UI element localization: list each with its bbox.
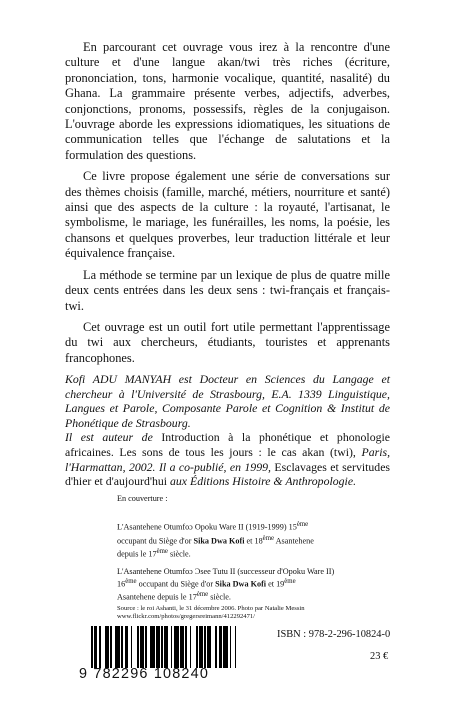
cover-caption: L'Asantehene Otumfoɔ Opoku Ware II (1919-1999) 15ème occupant du Siège d'or Sika Dwa Kofi et 18ème Asantehene depuis le 17ème siècle. — [117, 521, 314, 559]
barcode-bars — [91, 626, 261, 668]
barcode-number: 9 782296 108240 — [79, 666, 210, 682]
barcode-bar — [236, 626, 238, 668]
paragraph: Cet ouvrage est un outil fort utile permettant l'apprentissage du twi aux chercheurs, étudiants, touristes et apprenants francophones. — [65, 319, 390, 365]
photo-source: Source : le roi Ashanti, le 31 décembre 2006. Photo par Natalie Messin www.flickr.com/photos/gregersreimann/412292471/ — [117, 604, 305, 620]
paragraph: En parcourant cet ouvrage vous irez à la rencontre d'une culture et d'une langue akan/twi très riches (écriture, prononciation, tons, harmonie vocalique, quantité, nasalité) du Ghana. La grammaire présente verbes, adjectifs, adverbes, conjonctions, pronoms, possessifs, règles de la conjugaison. L'ouvrage aborde les expressions idiomatiques, les situations de communication telles que l'échange de salutations et la formulation des questions. — [65, 40, 390, 162]
work-title: Les sons de tous les jours : le cas akan (twi), — [119, 444, 356, 459]
coauthored-lead: Il a co-publié, en 1999, — [158, 459, 271, 474]
author-bio-text: Kofi ADU MANYAH est Docteur en Sciences du Langage et chercheur à l'Université de Strasbourg, E.A. 1339 Linguistique, Langues et Parole, Composante Parole et Cognition & Institut de Phonétique de Strasbourg. — [65, 372, 390, 430]
paragraph: Ce livre propose également une série de conversations sur des thèmes choisis (famille, marché, métiers, nourriture et santé) ainsi que des aspects de la culture : la royauté, l'artisanat, le symbolisme, le mariage, les funérailles, les noms, la poésie, les chansons et quelques proverbes, leur traduction littérale et leur équivalence française. — [65, 169, 390, 261]
price: 23 € — [370, 651, 389, 662]
cover-credits — [117, 494, 335, 628]
cover-caption: L'Asantehene Otumfoɔ Ɔsee Tutu II (successeur d'Opoku Ware II) 16ème occupant du Siège d'or Sika Dwa Kofi et 19ème Asantehene depuis le 17ème siècle. — [117, 566, 335, 603]
isbn: ISBN : 978-2-296-10824-0 — [277, 629, 391, 640]
cover-heading: En couverture : — [117, 494, 168, 503]
work-title: Introduction à la phonétique et phonologie africaines. — [65, 430, 391, 459]
description — [65, 40, 390, 372]
author-bio — [65, 372, 390, 489]
paragraph: La méthode se termine par un lexique de plus de quatre mille deux cents entrées dans les deux sens : twi-français et français-twi. — [65, 267, 390, 313]
works-lead: Il est auteur de — [65, 430, 153, 445]
work-title: Esclavages et servitudes d'hier et d'aujourd'hui — [65, 459, 391, 489]
work-publisher: aux Éditions Histoire & Anthropologie. — [170, 474, 357, 489]
barcode — [79, 626, 261, 682]
work-publisher: Paris, l'Harmattan, 2002. — [65, 444, 391, 474]
author-works — [65, 430, 390, 488]
